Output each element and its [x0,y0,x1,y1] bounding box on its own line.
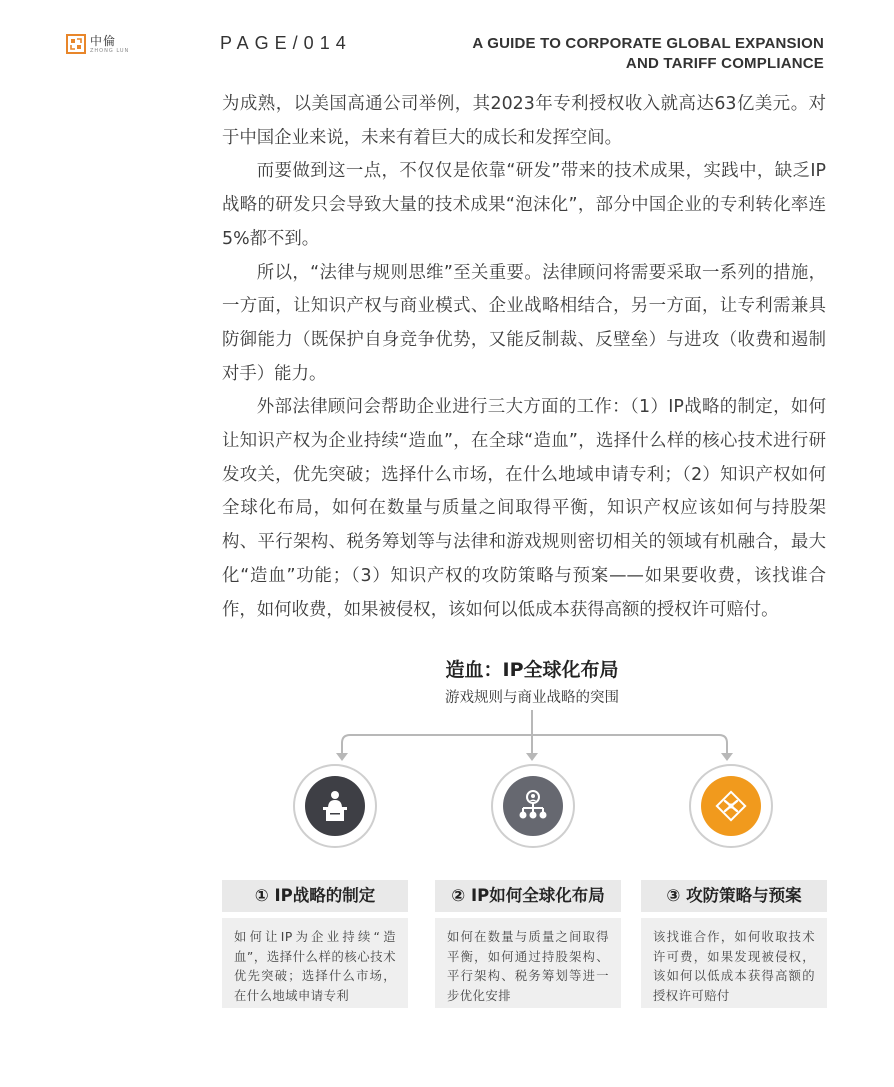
ip-globalization-diagram [222,655,827,1035]
card-heading: ① IP战略的制定 [222,880,408,912]
card-text: 该找谁合作，如何收取技术许可费，如果发现被侵权，该如何以低成本获得高额的授权许可赔付 [641,918,827,1008]
card-attack-defense [641,880,827,1008]
network-structure-icon [515,788,551,824]
paragraph: 为成熟，以美国高通公司举例，其2023年专利授权收入就高达63亿美元。对于中国企业来说，未来有着巨大的成长和发挥空间。 [222,94,826,148]
logo-chinese-text: 中倫 [90,33,117,48]
layout-circle [491,764,575,848]
card-ip-global-layout [435,880,621,1008]
podium-speaker-icon [317,788,353,824]
paragraph: 而要做到这一点，不仅仅是依靠“研发”带来的技术成果，实践中，缺乏IP战略的研发只会导致大量的技术成果“泡沫化”，部分中国企业的专利转化率连5%都不到。 [222,161,826,249]
strategy-circle [293,764,377,848]
document-title-line2: AND TARIFF COMPLIANCE [625,55,824,72]
card-heading: ③ 攻防策略与预案 [641,880,827,912]
card-ip-strategy [222,880,408,1008]
document-title-line1: A GUIDE TO CORPORATE GLOBAL EXPANSION [472,35,824,52]
attack-defense-icon [712,787,750,825]
card-text: 如何让IP为企业持续“造血”，选择什么样的核心技术优先突破；选择什么市场，在什么地域申请专利 [222,918,408,1008]
card-text: 如何在数量与质量之间取得平衡，如何通过持股架构、平行架构、税务筹划等进一步优化安排 [435,918,621,1008]
diagram-subtitle: 游戏规则与商业战略的突围 [445,690,619,706]
diagram-title: 造血：IP全球化布局 [445,659,619,681]
paragraph: 所以，“法律与规则思维”至关重要。法律顾问将需要采取一系列的措施，一方面，让知识产权与商业模式、企业战略相结合，另一方面，让专利需兼具防御能力（既保护自身竞争优势，又能反制裁、反壁垒）与进攻（收费和遏制对手）能力。 [222,262,826,384]
card-heading: ② IP如何全球化布局 [435,880,621,912]
document-title [472,34,824,74]
paragraph: 外部法律顾问会帮助企业进行三大方面的工作：（1）IP战略的制定，如何让知识产权为企业持续“造血”，在全球“造血”，选择什么样的核心技术进行研发攻关，优先突破；选择什么市场，在什么地域申请专利；（2）知识产权如何全球化布局，如何在数量与质量之间取得平衡，知识产权应该如何与持股架构、平行架构、税务筹划等与法律和游戏规则密切相关的领域有机融合，最大化“造血”功能；（3）知识产权的攻防策略与预案——如果要收费，该找谁合作，如何收费，如果被侵权，该如何以低成本获得高额的授权许可赔付。 [222,397,826,620]
page-number: PAGE/014 [220,33,352,53]
article-body [222,88,826,627]
company-logo [66,34,129,54]
zhonglun-logo-icon [66,34,86,54]
logo-english-text: ZHONG LUN [90,47,130,54]
connector-arrows [222,655,842,775]
defense-circle [689,764,773,848]
